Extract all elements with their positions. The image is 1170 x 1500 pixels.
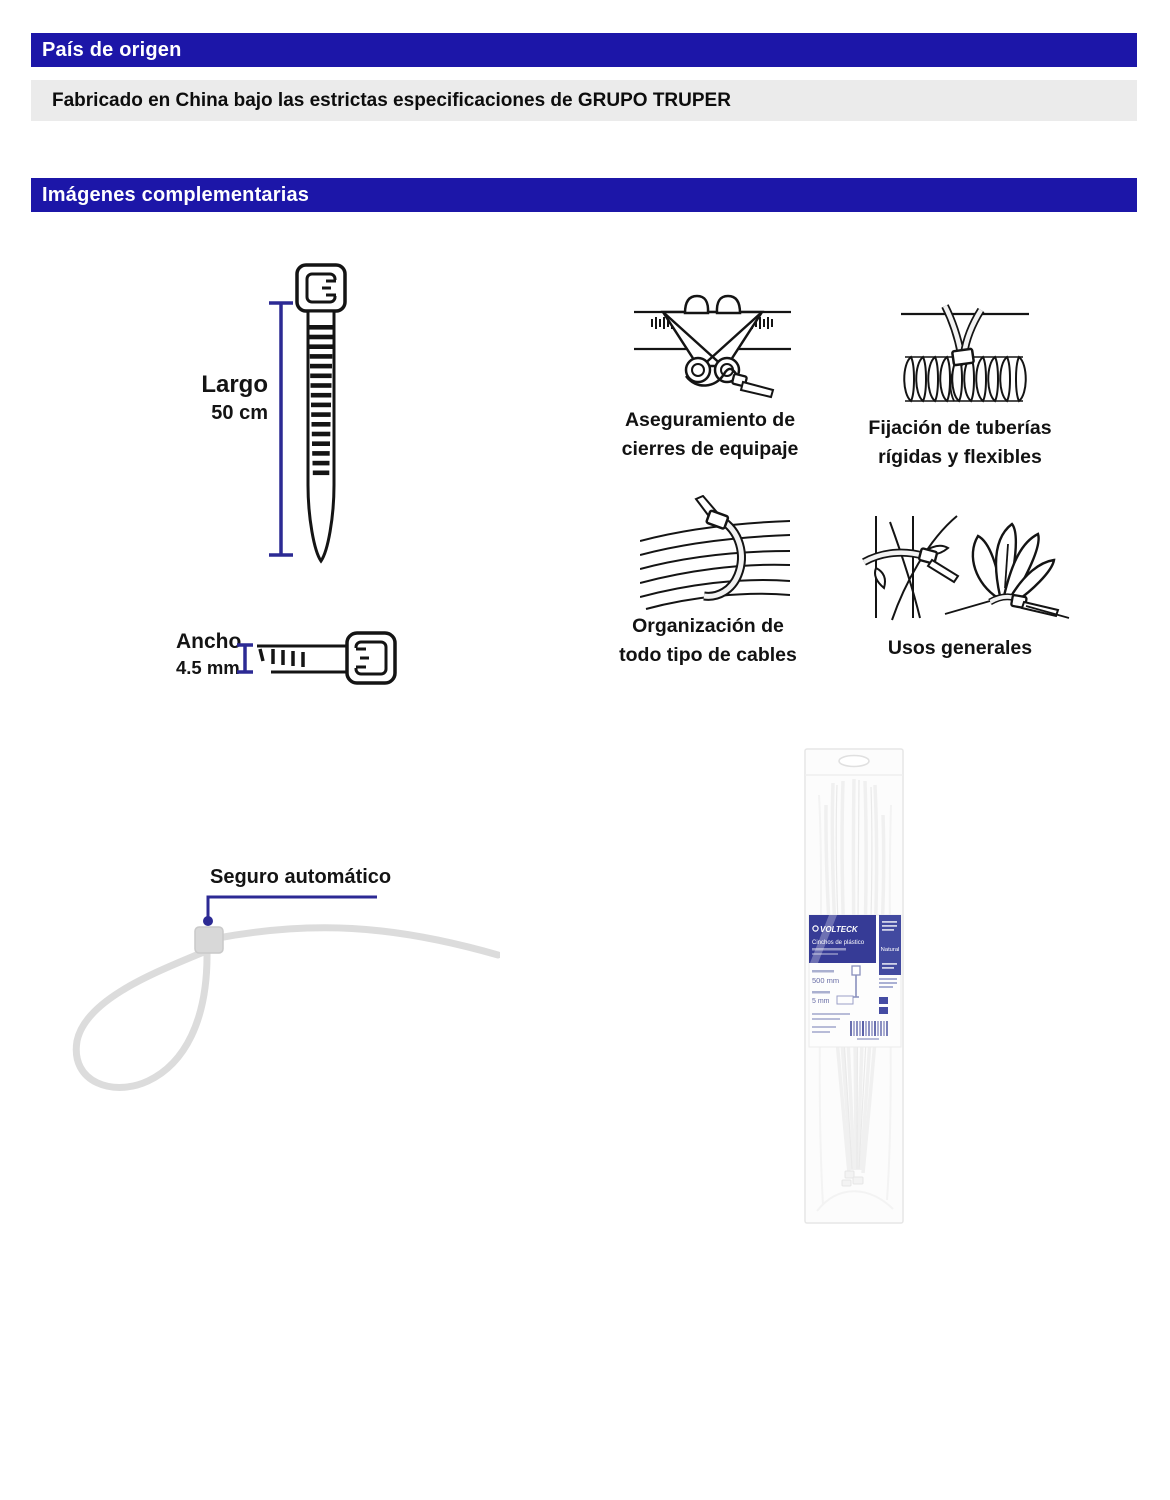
section-header-pais-de-origen [31,33,1137,67]
section-header-imagenes-complementarias [31,178,1137,212]
package-photo [799,745,911,1230]
ancho-label: Ancho [176,630,242,653]
variant-name: Natural [880,947,900,953]
section-title: Imágenes complementarias [42,183,310,206]
tie-head-lock [195,927,223,953]
tie-width-value: 5 mm [812,998,830,1005]
largo-value: 50 cm [211,402,268,424]
lock-callout-label: Seguro automático [210,866,392,888]
product-name: Cinchos de plástico [812,940,865,946]
use-caption-general: Usos generales [887,637,1033,659]
barcode [851,1021,887,1036]
use-caption-tubing: Fijación de tuberías rígidas y flexibles [868,417,1052,468]
hang-hole [839,756,869,767]
brand-name: VOLTECK [820,925,858,934]
cable-tie-length-diagram-icon [190,255,405,570]
use-caption-cables: Organización de todo tipo de cables [619,615,797,666]
use-caption-luggage: Aseguramiento de cierres de equipaje [621,409,799,460]
cable-tie-photo [60,893,500,1093]
origin-strip [31,80,1137,121]
luggage-zipper-lock-icon [630,292,795,404]
cable-tie-width-diagram-icon [160,618,410,698]
cable-bundle-icon [640,495,790,613]
origin-text: Fabricado en China bajo las estrictas especificaciones de GRUPO TRUPER [52,89,731,111]
largo-label: Largo [201,371,268,398]
ancho-value: 4.5 mm [176,657,240,678]
tie-length-value: 500 mm [812,976,840,985]
plant-and-bag-icon [862,500,1070,625]
section-title: País de origen [42,38,182,61]
callout-connector-line [203,897,377,926]
corrugated-tube-icon [895,300,1035,410]
